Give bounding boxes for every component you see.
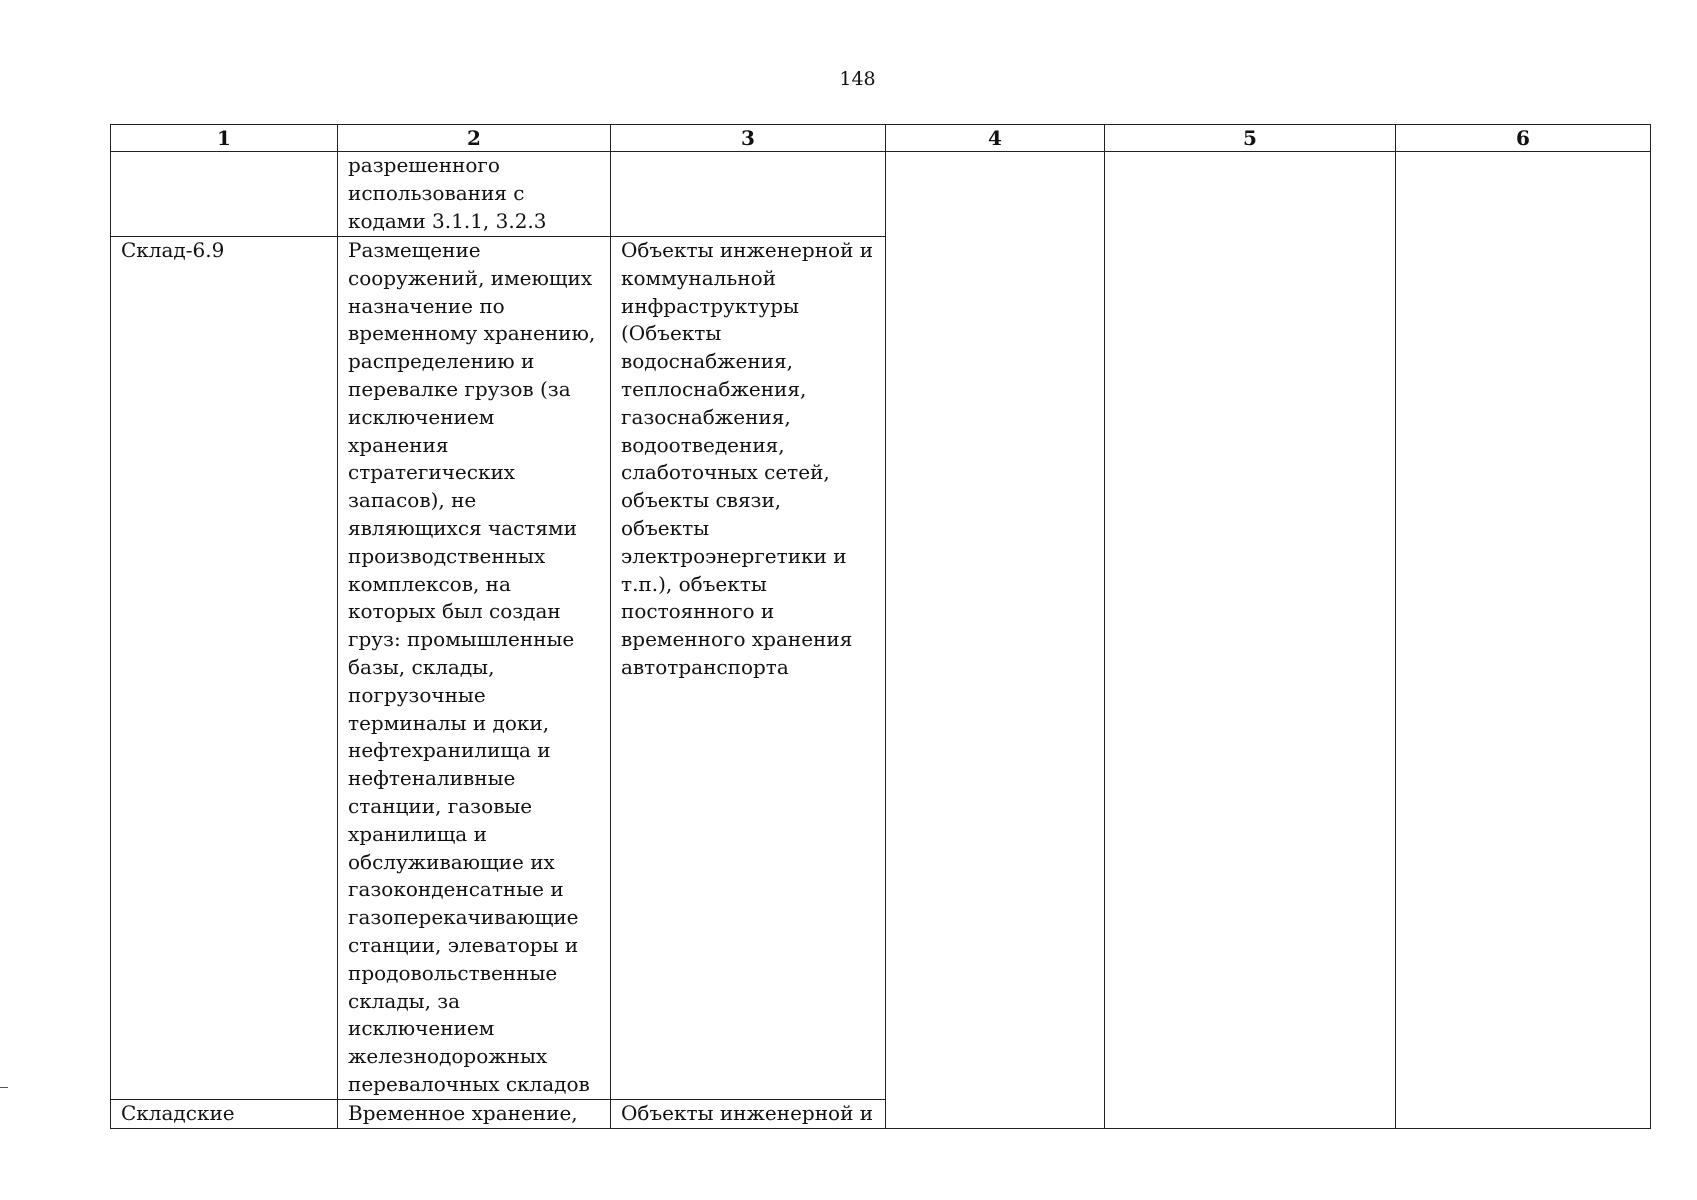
table-cell-use-name: Складские xyxy=(111,1099,338,1128)
table-cell-col5-empty xyxy=(1105,152,1396,1129)
column-header-3: 3 xyxy=(611,125,886,152)
column-header-6: 6 xyxy=(1396,125,1651,152)
column-header-5: 5 xyxy=(1105,125,1396,152)
table-cell-use-name xyxy=(111,152,338,237)
column-header-4: 4 xyxy=(886,125,1105,152)
table-cell-col6-empty xyxy=(1396,152,1651,1129)
column-header-2: 2 xyxy=(338,125,611,152)
table-cell-description: разрешенного использования с кодами 3.1.1, 3.2.3 xyxy=(338,152,611,237)
table-cell-use-name: Склад-6.9 xyxy=(111,237,338,1100)
scan-edge-mark xyxy=(0,1087,8,1088)
table-cell-col4-empty xyxy=(886,152,1105,1129)
table-cell-auxiliary-objects: Объекты инженерной и xyxy=(611,1099,886,1128)
table-cell-description: Временное хранение, xyxy=(338,1099,611,1128)
table-cell-description: Размещение сооружений, имеющих назначение по временному хранению, распределению и перевалке грузов (за исключением хранения стратегических запасов), не являющихся частями производственных комплексов, на которых был создан груз: промышленные базы, склады, погрузочные терминалы и доки, нефтехранилища и нефтеналивные станции, газовые хранилища и обслуживающие их газоконденсатные и газоперекачивающие станции, элеваторы и продовольственные склады, за исключением железнодорожных перевалочных складов xyxy=(338,237,611,1100)
table-header-row xyxy=(111,125,1651,152)
page-number: 148 xyxy=(839,68,876,90)
zoning-table xyxy=(110,124,1651,1129)
table-cell-auxiliary-objects xyxy=(611,152,886,237)
table-row xyxy=(111,152,1651,237)
table-cell-auxiliary-objects: Объекты инженерной и коммунальной инфраструктуры (Объекты водоснабжения, теплоснабжения, газоснабжения, водоотведения, слаботочных сетей, объекты связи, объекты электроэнергетики и т.п.), объекты постоянного и временного хранения автотранспорта xyxy=(611,237,886,1100)
column-header-1: 1 xyxy=(111,125,338,152)
